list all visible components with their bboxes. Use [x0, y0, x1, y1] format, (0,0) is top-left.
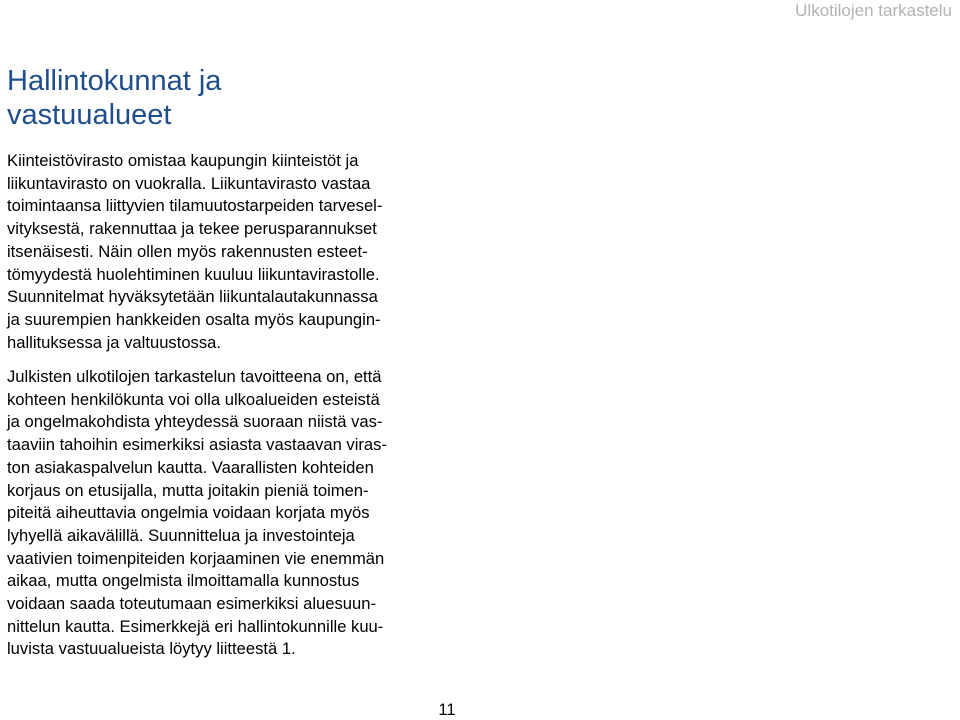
- running-header: Ulkotilojen tarkastelu: [795, 1, 952, 20]
- section-heading: [7, 64, 427, 132]
- section-heading-line-1: Hallintokunnat ja: [7, 65, 222, 97]
- section-heading-line-2: vastuualueet: [7, 99, 172, 131]
- page-number: 11: [438, 700, 456, 719]
- body-paragraph-2: Julkisten ulkotilojen tarkastelun tavoitteena on, että kohteen henkilökunta voi olla ulkoalueiden esteistä ja ongelmakohdista yhteydessä suoraan niistä vas- taaviin tahoihin esimerkiksi asiasta vastaavan viras- ton asiakaspalvelun kautta. Vaarallisten kohteiden korjaus on etusijalla, mutta joitakin pieniä toimen- piteitä aiheuttavia ongelmia voidaan korjata myös lyhyellä aikavälillä. Suunnittelua ja investointeja vaativien toimenpiteiden korjaaminen vie enemmän aikaa, mutta ongelmista ilmoittamalla kunnostus voidaan saada toteutumaan esimerkiksi aluesuun- nittelun kautta. Esimerkkejä eri hallintokunnille kuu- luvista vastuualueista löytyy liitteestä 1.: [7, 367, 387, 659]
- body-paragraph-1: Kiinteistövirasto omistaa kaupungin kiinteistöt ja liikuntavirasto on vuokralla. Liikuntavirasto vastaa toimintaansa liittyvien tilamuutostarpeiden tarvesel- vityksestä, rakennuttaa ja tekee perusparannukset itsenäisesti. Näin ollen myös rakennusten esteet- tömyydestä huolehtiminen kuuluu liikuntavirastolle. Suunnitelmat hyväksytetään liikuntalautakunnassa ja suurempien hankkeiden osalta myös kaupungin- hallituksessa ja valtuustossa.: [7, 151, 383, 352]
